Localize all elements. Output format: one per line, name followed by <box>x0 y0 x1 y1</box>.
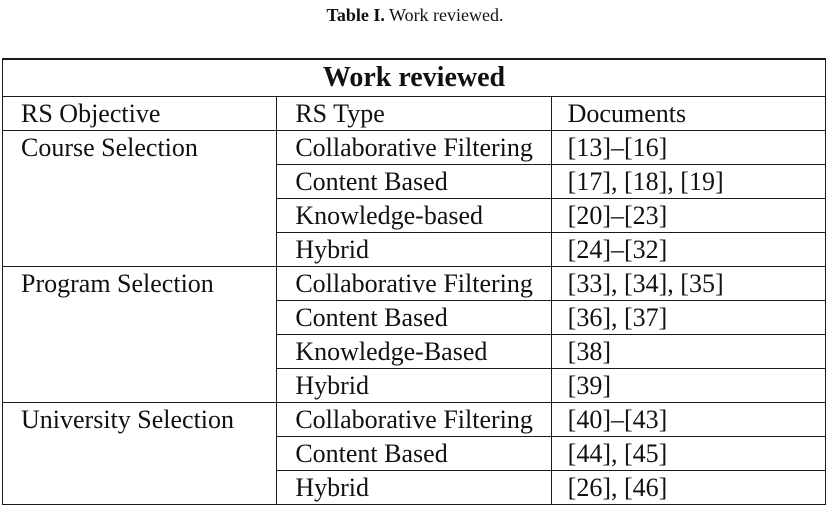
objective-cell: University Selection <box>3 403 277 505</box>
caption-text: Work reviewed. <box>389 5 504 25</box>
column-header-rs-objective: RS Objective <box>3 97 277 131</box>
table-caption <box>0 4 830 26</box>
documents-cell: [13]–[16] <box>551 131 825 165</box>
documents-cell: [26], [46] <box>551 471 825 505</box>
documents-cell: [44], [45] <box>551 437 825 471</box>
table-title: Work reviewed <box>3 59 826 97</box>
rs-type-cell: Content Based <box>277 165 551 199</box>
rs-type-cell: Collaborative Filtering <box>277 267 551 301</box>
rs-type-cell: Collaborative Filtering <box>277 403 551 437</box>
rs-type-cell: Knowledge-based <box>277 199 551 233</box>
rs-type-cell: Hybrid <box>277 233 551 267</box>
objective-cell: Program Selection <box>3 267 277 403</box>
documents-cell: [40]–[43] <box>551 403 825 437</box>
documents-cell: [17], [18], [19] <box>551 165 825 199</box>
rs-type-cell: Knowledge-Based <box>277 335 551 369</box>
documents-cell: [36], [37] <box>551 301 825 335</box>
rs-type-cell: Content Based <box>277 437 551 471</box>
documents-cell: [39] <box>551 369 825 403</box>
objective-cell: Course Selection <box>3 131 277 267</box>
rs-type-cell: Content Based <box>277 301 551 335</box>
column-header-rs-type: RS Type <box>277 97 551 131</box>
table-row <box>3 403 826 437</box>
table-row <box>3 131 826 165</box>
documents-cell: [38] <box>551 335 825 369</box>
rs-type-cell: Hybrid <box>277 471 551 505</box>
work-reviewed-table <box>2 58 826 505</box>
column-header-documents: Documents <box>551 97 825 131</box>
caption-label: Table I. <box>326 5 385 25</box>
rs-type-cell: Hybrid <box>277 369 551 403</box>
rs-type-cell: Collaborative Filtering <box>277 131 551 165</box>
table-row <box>3 267 826 301</box>
documents-cell: [24]–[32] <box>551 233 825 267</box>
documents-cell: [33], [34], [35] <box>551 267 825 301</box>
documents-cell: [20]–[23] <box>551 199 825 233</box>
